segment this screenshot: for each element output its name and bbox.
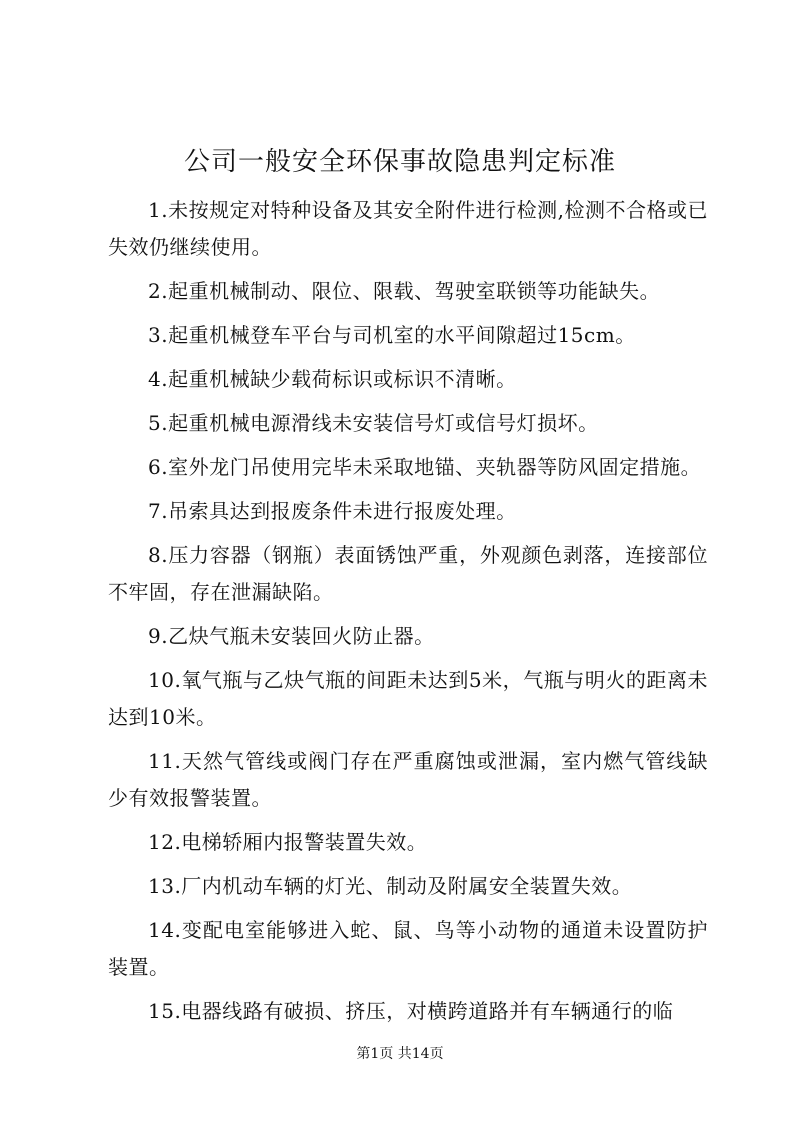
list-item: 2.起重机械制动、限位、限载、驾驶室联锁等功能缺失。 xyxy=(148,279,661,303)
list-item: 6.室外龙门吊使用完毕未采取地锚、夹轨器等防风固定措施。 xyxy=(148,455,702,479)
list-item: 13.厂内机动车辆的灯光、制动及附属安全装置失效。 xyxy=(148,874,633,898)
list-item: 5.起重机械电源滑线未安装信号灯或信号灯损坏。 xyxy=(148,411,599,435)
page-number-footer: 第1页 共14页 xyxy=(356,1046,444,1062)
list-item: 11.天然气管线或阀门存在严重腐蚀或泄漏，室内燃气管线缺少有效报警装置。 xyxy=(108,749,708,810)
list-item: 1.未按规定对特种设备及其安全附件进行检测,检测不合格或已失效仍继续使用。 xyxy=(108,198,708,259)
list-item: 12.电梯轿厢内报警装置失效。 xyxy=(148,830,428,854)
list-item: 3.起重机械登车平台与司机室的水平间隙超过15cm。 xyxy=(148,323,636,347)
document-title: 公司一般安全环保事故隐患判定标准 xyxy=(183,147,616,177)
list-item: 8.压力容器（钢瓶）表面锈蚀严重，外观颜色剥落，连接部位不牢固，存在泄漏缺陷。 xyxy=(108,543,708,604)
list-item: 9.乙炔气瓶未安装回火防止器。 xyxy=(148,624,435,648)
list-item: 15.电器线路有破损、挤压，对横跨道路并有车辆通行的临 xyxy=(148,999,674,1023)
list-item: 7.吊索具达到报废条件未进行报废处理。 xyxy=(148,499,517,523)
list-item: 10.氧气瓶与乙炔气瓶的间距未达到5米，气瓶与明火的距离未达到10米。 xyxy=(108,668,708,729)
standards-list xyxy=(108,192,708,1037)
list-item: 4.起重机械缺少载荷标识或标识不清晰。 xyxy=(148,367,517,391)
list-item: 14.变配电室能够进入蛇、鼠、鸟等小动物的通道未设置防护装置。 xyxy=(108,918,708,979)
